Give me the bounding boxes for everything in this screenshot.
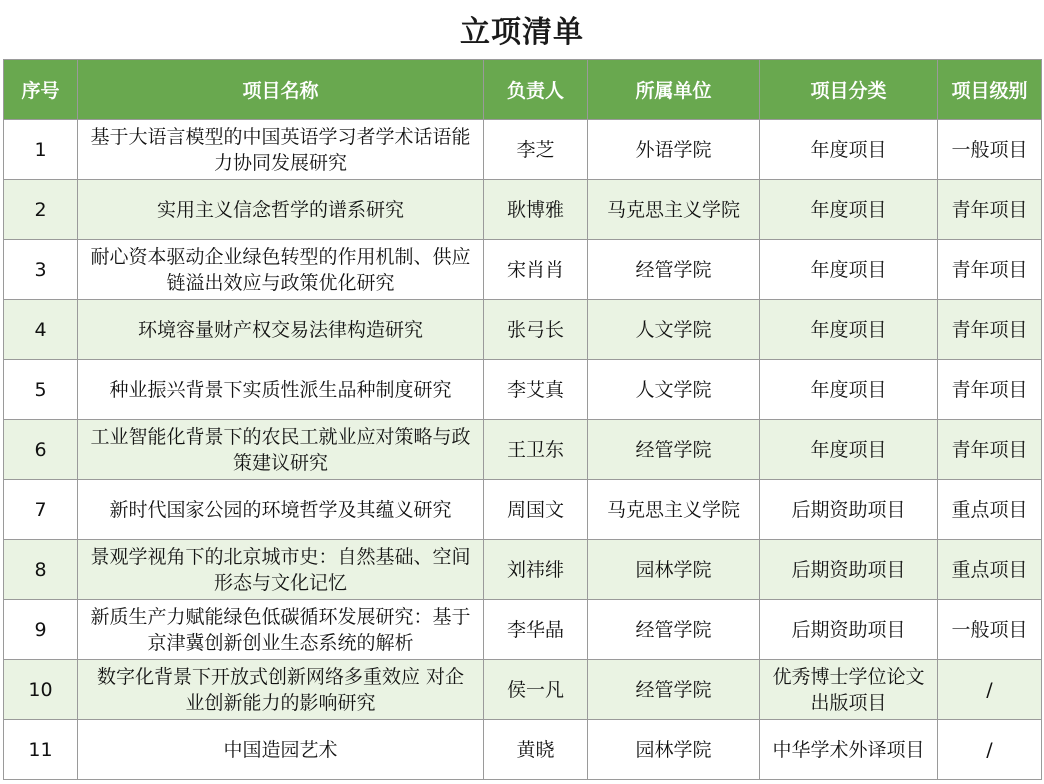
cell-category: 年度项目	[760, 360, 938, 420]
cell-unit: 马克思主义学院	[588, 480, 760, 540]
cell-index: 10	[4, 660, 78, 720]
cell-category: 年度项目	[760, 240, 938, 300]
cell-level: 青年项目	[938, 360, 1042, 420]
cell-level: 重点项目	[938, 540, 1042, 600]
cell-project-name: 数字化背景下开放式创新网络多重效应 对企业创新能力的影响研究	[78, 660, 484, 720]
header-project-name: 项目名称	[78, 60, 484, 120]
cell-project-name: 景观学视角下的北京城市史：自然基础、空间形态与文化记忆	[78, 540, 484, 600]
cell-project-name: 新质生产力赋能绿色低碳循环发展研究：基于京津冀创新创业生态系统的解析	[78, 600, 484, 660]
cell-index: 5	[4, 360, 78, 420]
cell-leader: 周国文	[484, 480, 588, 540]
table-row	[4, 300, 1042, 360]
cell-project-name: 耐心资本驱动企业绿色转型的作用机制、供应链溢出效应与政策优化研究	[78, 240, 484, 300]
cell-project-name: 种业振兴背景下实质性派生品种制度研究	[78, 360, 484, 420]
header-index: 序号	[4, 60, 78, 120]
cell-level: 一般项目	[938, 120, 1042, 180]
header-unit: 所属单位	[588, 60, 760, 120]
table-row	[4, 660, 1042, 720]
cell-level: 青年项目	[938, 420, 1042, 480]
table-row	[4, 240, 1042, 300]
cell-leader: 黄晓	[484, 720, 588, 780]
cell-level: /	[938, 660, 1042, 720]
cell-unit: 经管学院	[588, 240, 760, 300]
table-row	[4, 600, 1042, 660]
table-row	[4, 120, 1042, 180]
cell-index: 9	[4, 600, 78, 660]
header-category: 项目分类	[760, 60, 938, 120]
cell-project-name: 环境容量财产权交易法律构造研究	[78, 300, 484, 360]
cell-level: /	[938, 720, 1042, 780]
cell-level: 一般项目	[938, 600, 1042, 660]
table-row	[4, 480, 1042, 540]
cell-index: 2	[4, 180, 78, 240]
cell-index: 11	[4, 720, 78, 780]
cell-unit: 马克思主义学院	[588, 180, 760, 240]
cell-unit: 人文学院	[588, 300, 760, 360]
cell-category: 后期资助项目	[760, 480, 938, 540]
cell-index: 7	[4, 480, 78, 540]
cell-category: 年度项目	[760, 300, 938, 360]
cell-leader: 李芝	[484, 120, 588, 180]
cell-unit: 外语学院	[588, 120, 760, 180]
cell-level: 青年项目	[938, 300, 1042, 360]
table-header-row	[4, 60, 1042, 120]
cell-project-name: 中国造园艺术	[78, 720, 484, 780]
cell-leader: 侯一凡	[484, 660, 588, 720]
cell-category: 年度项目	[760, 120, 938, 180]
cell-category: 年度项目	[760, 180, 938, 240]
cell-unit: 经管学院	[588, 420, 760, 480]
cell-level: 青年项目	[938, 180, 1042, 240]
cell-leader: 李艾真	[484, 360, 588, 420]
header-level: 项目级别	[938, 60, 1042, 120]
cell-category: 后期资助项目	[760, 540, 938, 600]
cell-unit: 园林学院	[588, 720, 760, 780]
cell-project-name: 基于大语言模型的中国英语学习者学术话语能力协同发展研究	[78, 120, 484, 180]
cell-index: 1	[4, 120, 78, 180]
cell-category: 中华学术外译项目	[760, 720, 938, 780]
page-title: 立项清单	[460, 15, 584, 50]
cell-leader: 耿博雅	[484, 180, 588, 240]
cell-category: 后期资助项目	[760, 600, 938, 660]
table-row	[4, 360, 1042, 420]
cell-leader: 刘祎绯	[484, 540, 588, 600]
cell-project-name: 工业智能化背景下的农民工就业应对策略与政策建议研究	[78, 420, 484, 480]
cell-unit: 人文学院	[588, 360, 760, 420]
cell-unit: 园林学院	[588, 540, 760, 600]
cell-unit: 经管学院	[588, 600, 760, 660]
cell-level: 重点项目	[938, 480, 1042, 540]
table-row	[4, 420, 1042, 480]
cell-level: 青年项目	[938, 240, 1042, 300]
table-row	[4, 180, 1042, 240]
cell-leader: 宋肖肖	[484, 240, 588, 300]
cell-leader: 李华晶	[484, 600, 588, 660]
cell-category: 年度项目	[760, 420, 938, 480]
cell-index: 4	[4, 300, 78, 360]
cell-category: 优秀博士学位论文出版项目	[760, 660, 938, 720]
cell-index: 3	[4, 240, 78, 300]
cell-project-name: 实用主义信念哲学的谱系研究	[78, 180, 484, 240]
cell-leader: 王卫东	[484, 420, 588, 480]
table-row	[4, 540, 1042, 600]
header-leader: 负责人	[484, 60, 588, 120]
cell-unit: 经管学院	[588, 660, 760, 720]
cell-index: 8	[4, 540, 78, 600]
cell-leader: 张弓长	[484, 300, 588, 360]
project-table	[3, 59, 1042, 780]
table-row	[4, 720, 1042, 780]
cell-project-name: 新时代国家公园的环境哲学及其蕴义研究	[78, 480, 484, 540]
cell-index: 6	[4, 420, 78, 480]
